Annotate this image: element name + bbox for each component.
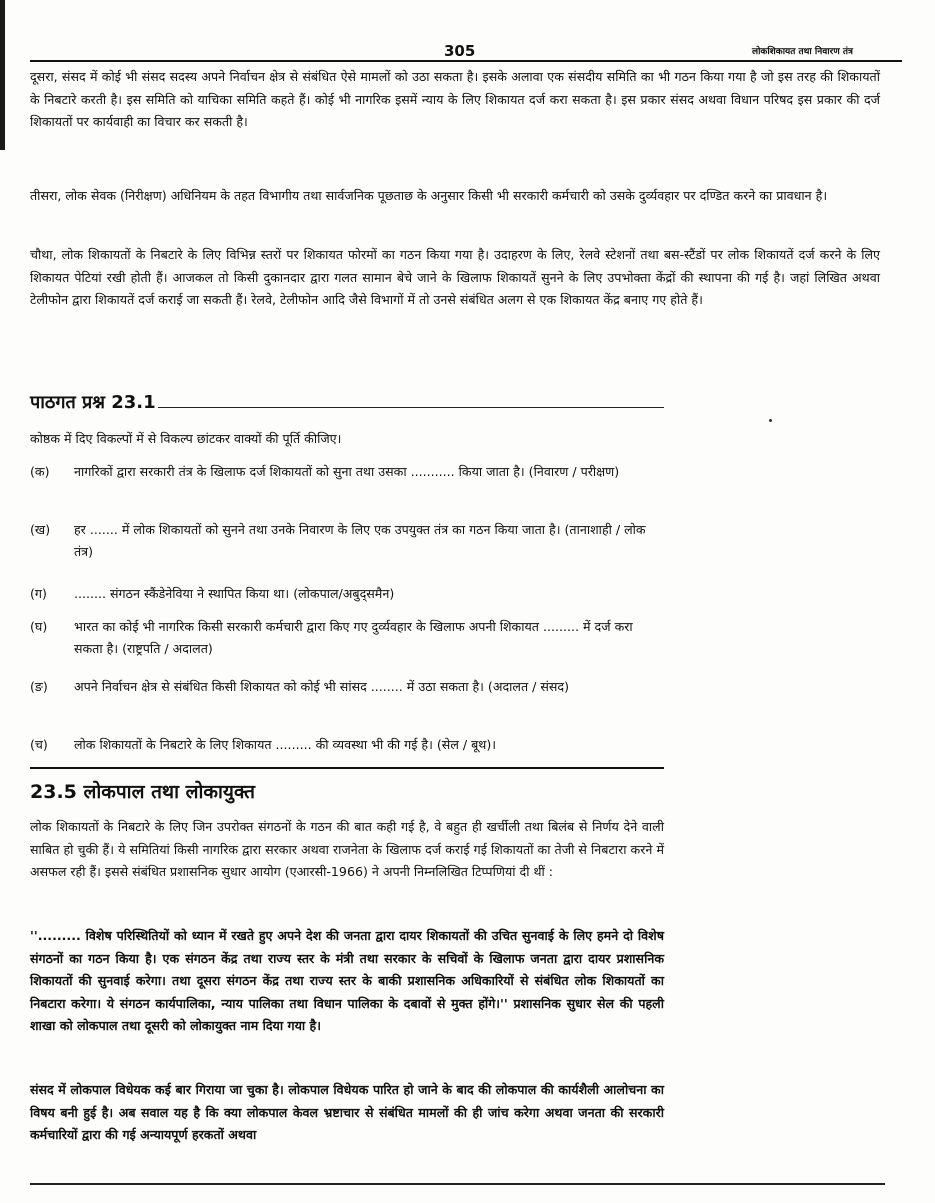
section-heading: 23.5 लोकपाल तथा लोकायुक्त (30, 781, 255, 803)
intro-paragraph-2: तीसरा, लोक सेवक (निरीक्षण) अधिनियम के तहत विभागीय तथा सार्वजनिक पूछताछ के अनुसार किसी भी सरकारी कर्मचारी को उसके दुर्व्यवहार पर दण्डित करने का प्रावधान है। (30, 188, 828, 203)
question-text: नागरिकों द्वारा सरकारी तंत्र के खिलाफ दर्ज शिकायतों को सुना तथा उसका ........... किया जाता है। (निवारण / परीक्षण) (74, 464, 620, 479)
question-label: (ङ) (30, 679, 48, 694)
question-label: (ग) (30, 586, 47, 601)
exercise-heading (30, 390, 664, 416)
question-nga (30, 676, 664, 698)
question-text: ........ संगठन स्कैंडेनेविया ने स्थापित किया था। (लोकपाल/अबुद्समैन) (74, 586, 395, 601)
exercise-instruction: कोष्ठक में दिए विकल्पों में से विकल्प छांटकर वाक्यों की पूर्ति कीजिए। (30, 431, 342, 446)
question-kha (30, 519, 664, 563)
question-text: हर ....... में लोक शिकायतों को सुनने तथा उनके निवारण के लिए एक उपयुक्त तंत्र का गठन किया जाता है। (तानाशाही / लोक तंत्र) (74, 522, 646, 559)
header-rule (30, 60, 902, 62)
question-label: (ख) (30, 522, 51, 537)
question-cha (30, 734, 664, 756)
intro-paragraph-3: चौथा, लोक शिकायतों के निबटारे के लिए विभिन्न स्तरों पर शिकायत फोरमों का गठन किया गया है। उदाहरण के लिए, रेलवे स्टेशनों तथा बस-स्टैंडों पर लोक शिकायतें दर्ज करने के लिए शिकायत पेटियां रखी होती हैं। आजकल तो किसी दुकानदार द्वारा गलत सामान बेचे जाने के खिलाफ शिकायतें सुनने के लिए उपभोक्ता केंद्रों की स्थापना की गई है। जहां लिखित अथवा टेलीफोन द्वारा शिकायतें दर्ज कराई जा सकती हैं। रेलवे, टेलीफोन आदि जैसे विभागों में तो उनसे संबंधित अलग से एक शिकायत केंद्र बनाए गए होते हैं। (30, 247, 880, 308)
question-label: (क) (30, 464, 50, 479)
question-text: भारत का कोई भी नागरिक किसी सरकारी कर्मचारी द्वारा किए गए दुर्व्यवहार के खिलाफ अपनी शिकायत ......... में दर्ज करा सकता है। (राष्ट्रपति / अदालत) (74, 619, 633, 656)
question-gha (30, 616, 664, 660)
question-ka (30, 461, 664, 483)
section-paragraph-3: संसद में लोकपाल विधेयक कई बार गिराया जा चुका है। लोकपाल विधेयक पारित हो जाने के बाद की लोकपाल की कार्यशैली आलोचना का विषय बनी हुई है। अब सवाल यह है कि क्या लोकपाल केवल भ्रष्टाचार से संबंधित मामलों की ही जांच करेगा अथवा जनता की सरकारी कर्मचारियों द्वारा की गई अन्यायपूर्ण हरकतों अथवा (30, 1082, 664, 1143)
question-label: (घ) (30, 619, 48, 634)
scan-edge-shadow (0, 0, 5, 150)
footer-rule (30, 1183, 885, 1185)
question-text: अपने निर्वाचन क्षेत्र से संबंधित किसी शिकायत को कोई भी सांसद ........ में उठा सकता है। (अदालत / संसद) (74, 679, 569, 694)
section-paragraph-1: लोक शिकायतों के निबटारे के लिए जिन उपरोक्त संगठनों के गठन की बात कही गई है, वे बहुत ही खर्चीली तथा बिलंब से निर्णय देने वाली साबित हो चुकी हैं। ये समितियां किसी नागरिक द्वारा सरकार अथवा राजनेता के खिलाफ दर्ज कराई गई शिकायतों का तेजी से निबटारा करने में असफल रही हैं। इससे संबंधित प्रशासनिक सुधार आयोग (एआरसी-1966) ने अपनी निम्नलिखित टिप्पणियां दी थीं : (30, 819, 664, 880)
page-number: 305 (444, 42, 476, 60)
question-label: (च) (30, 737, 48, 752)
section-quote-paragraph: ''......... विशेष परिस्थितियों को ध्यान में रखते हुए अपने देश की जनता द्वारा दायर शिकायतों की उचित सुनवाई के लिए हमने दो विशेष संगठनों का गठन किया है। एक संगठन केंद्र तथा राज्य स्तर के मंत्री तथा सरकार के सचिवों के खिलाफ जनता द्वारा दायर प्रशासनिक शिकायतों की सुनवाई करेगा। तथा दूसरा संगठन केंद्र तथा राज्य स्तर के बाकी प्रशासनिक अधिकारियों से संबंधित लोक शिकायतों का निबटारा करेगा। ये संगठन कार्यपालिका, न्याय पालिका तथा विधान पालिका के दबावों से मुक्त होंगे।'' प्रशासनिक सुधार सेल की पहली शाखा को लोकपाल तथा दूसरी को लोकायुक्त नाम दिया गया है। (30, 928, 664, 1034)
question-text: लोक शिकायतों के निबटारे के लिए शिकायत ......... की व्यवस्था भी की गई है। (सेल / बूथ)। (74, 737, 497, 752)
exercise-title: पाठगत प्रश्न 23.1 (30, 392, 156, 413)
intro-paragraph-1: दूसरा, संसद में कोई भी संसद सदस्य अपने निर्वाचन क्षेत्र से संबंधित ऐसे मामलों को उठा सकता है। इसके अलावा एक संसदीय समिति का भी गठन किया गया है जो इस तरह की शिकायतों के निबटारे करती है। इस समिति को याचिका समिति कहते हैं। कोई भी नागरिक इसमें न्याय के लिए शिकायत दर्ज करा सकता है। इस प्रकार संसद अथवा विधान परिषद इस प्रकार की दर्ज शिकायतों पर कार्यवाही का विचार कर सकती है। (30, 69, 880, 130)
scan-speck (769, 419, 772, 422)
running-header-title: लोकशिकायत तथा निवारण तंत्र (752, 47, 853, 57)
section-divider (30, 767, 664, 769)
question-ga (30, 583, 664, 605)
